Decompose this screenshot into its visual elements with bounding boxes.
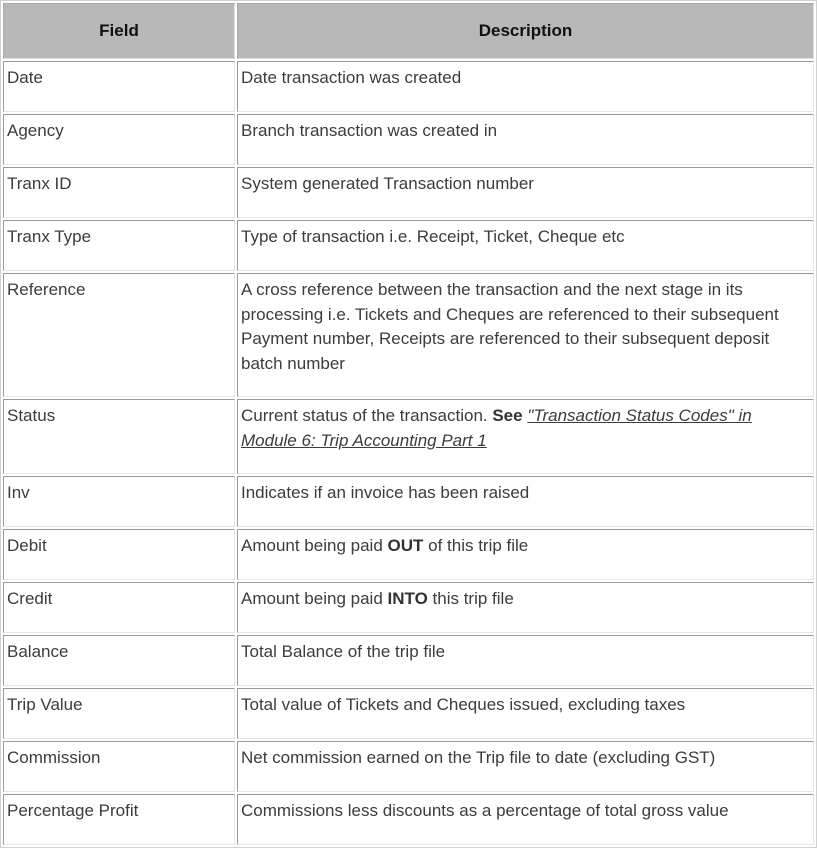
header-row: [3, 3, 814, 59]
description-text: of this trip file: [423, 536, 529, 555]
field-cell: Date: [3, 61, 235, 112]
description-cell: [237, 399, 814, 474]
field-cell: Trip Value: [3, 688, 235, 739]
description-text: Amount being paid: [241, 536, 388, 555]
field-cell: Percentage Profit: [3, 794, 235, 845]
field-cell: Tranx Type: [3, 220, 235, 271]
field-cell: Commission: [3, 741, 235, 792]
description-text: Current status of the transaction.: [241, 406, 488, 425]
description-cell: A cross reference between the transaction and the next stage in its processing i.e. Tickets and Cheques are referenced to their subsequent Payment number, Receipts are referenced to their subsequent deposit batch number: [237, 273, 814, 397]
field-cell: Agency: [3, 114, 235, 165]
description-cell: Total value of Tickets and Cheques issued, excluding taxes: [237, 688, 814, 739]
table-row: [3, 582, 814, 633]
field-cell: Reference: [3, 273, 235, 397]
description-cell: Date transaction was created: [237, 61, 814, 112]
description-cell: Branch transaction was created in: [237, 114, 814, 165]
header-description: Description: [237, 3, 814, 59]
table-row: [3, 61, 814, 112]
header-field: Field: [3, 3, 235, 59]
see-text: See: [487, 406, 528, 425]
table-row: [3, 688, 814, 739]
field-cell: Balance: [3, 635, 235, 686]
description-cell: Commissions less discounts as a percentage of total gross value: [237, 794, 814, 845]
field-cell: Tranx ID: [3, 167, 235, 218]
emphasis-text: OUT: [387, 536, 424, 555]
field-cell: Debit: [3, 529, 235, 580]
description-cell: Total Balance of the trip file: [237, 635, 814, 686]
description-text: this trip file: [427, 589, 514, 608]
transaction-status-codes-link[interactable]: "Transaction Status Codes" in Module 6: Trip Accounting Part 1: [241, 406, 752, 450]
description-cell: Indicates if an invoice has been raised: [237, 476, 814, 527]
table-row: [3, 220, 814, 271]
description-cell: [237, 529, 814, 580]
description-cell: Type of transaction i.e. Receipt, Ticket, Cheque etc: [237, 220, 814, 271]
description-text: Amount being paid: [241, 589, 388, 608]
field-cell: Inv: [3, 476, 235, 527]
table-row: [3, 794, 814, 845]
description-cell: System generated Transaction number: [237, 167, 814, 218]
table-row: [3, 476, 814, 527]
emphasis-text: INTO: [387, 589, 428, 608]
table-row: [3, 273, 814, 397]
field-cell: Credit: [3, 582, 235, 633]
description-cell: Net commission earned on the Trip file to date (excluding GST): [237, 741, 814, 792]
field-cell: Status: [3, 399, 235, 474]
table-row: [3, 399, 814, 474]
table-row: [3, 167, 814, 218]
description-cell: [237, 582, 814, 633]
table-row: [3, 635, 814, 686]
table-row: [3, 741, 814, 792]
table-row: [3, 529, 814, 580]
table-row: [3, 114, 814, 165]
